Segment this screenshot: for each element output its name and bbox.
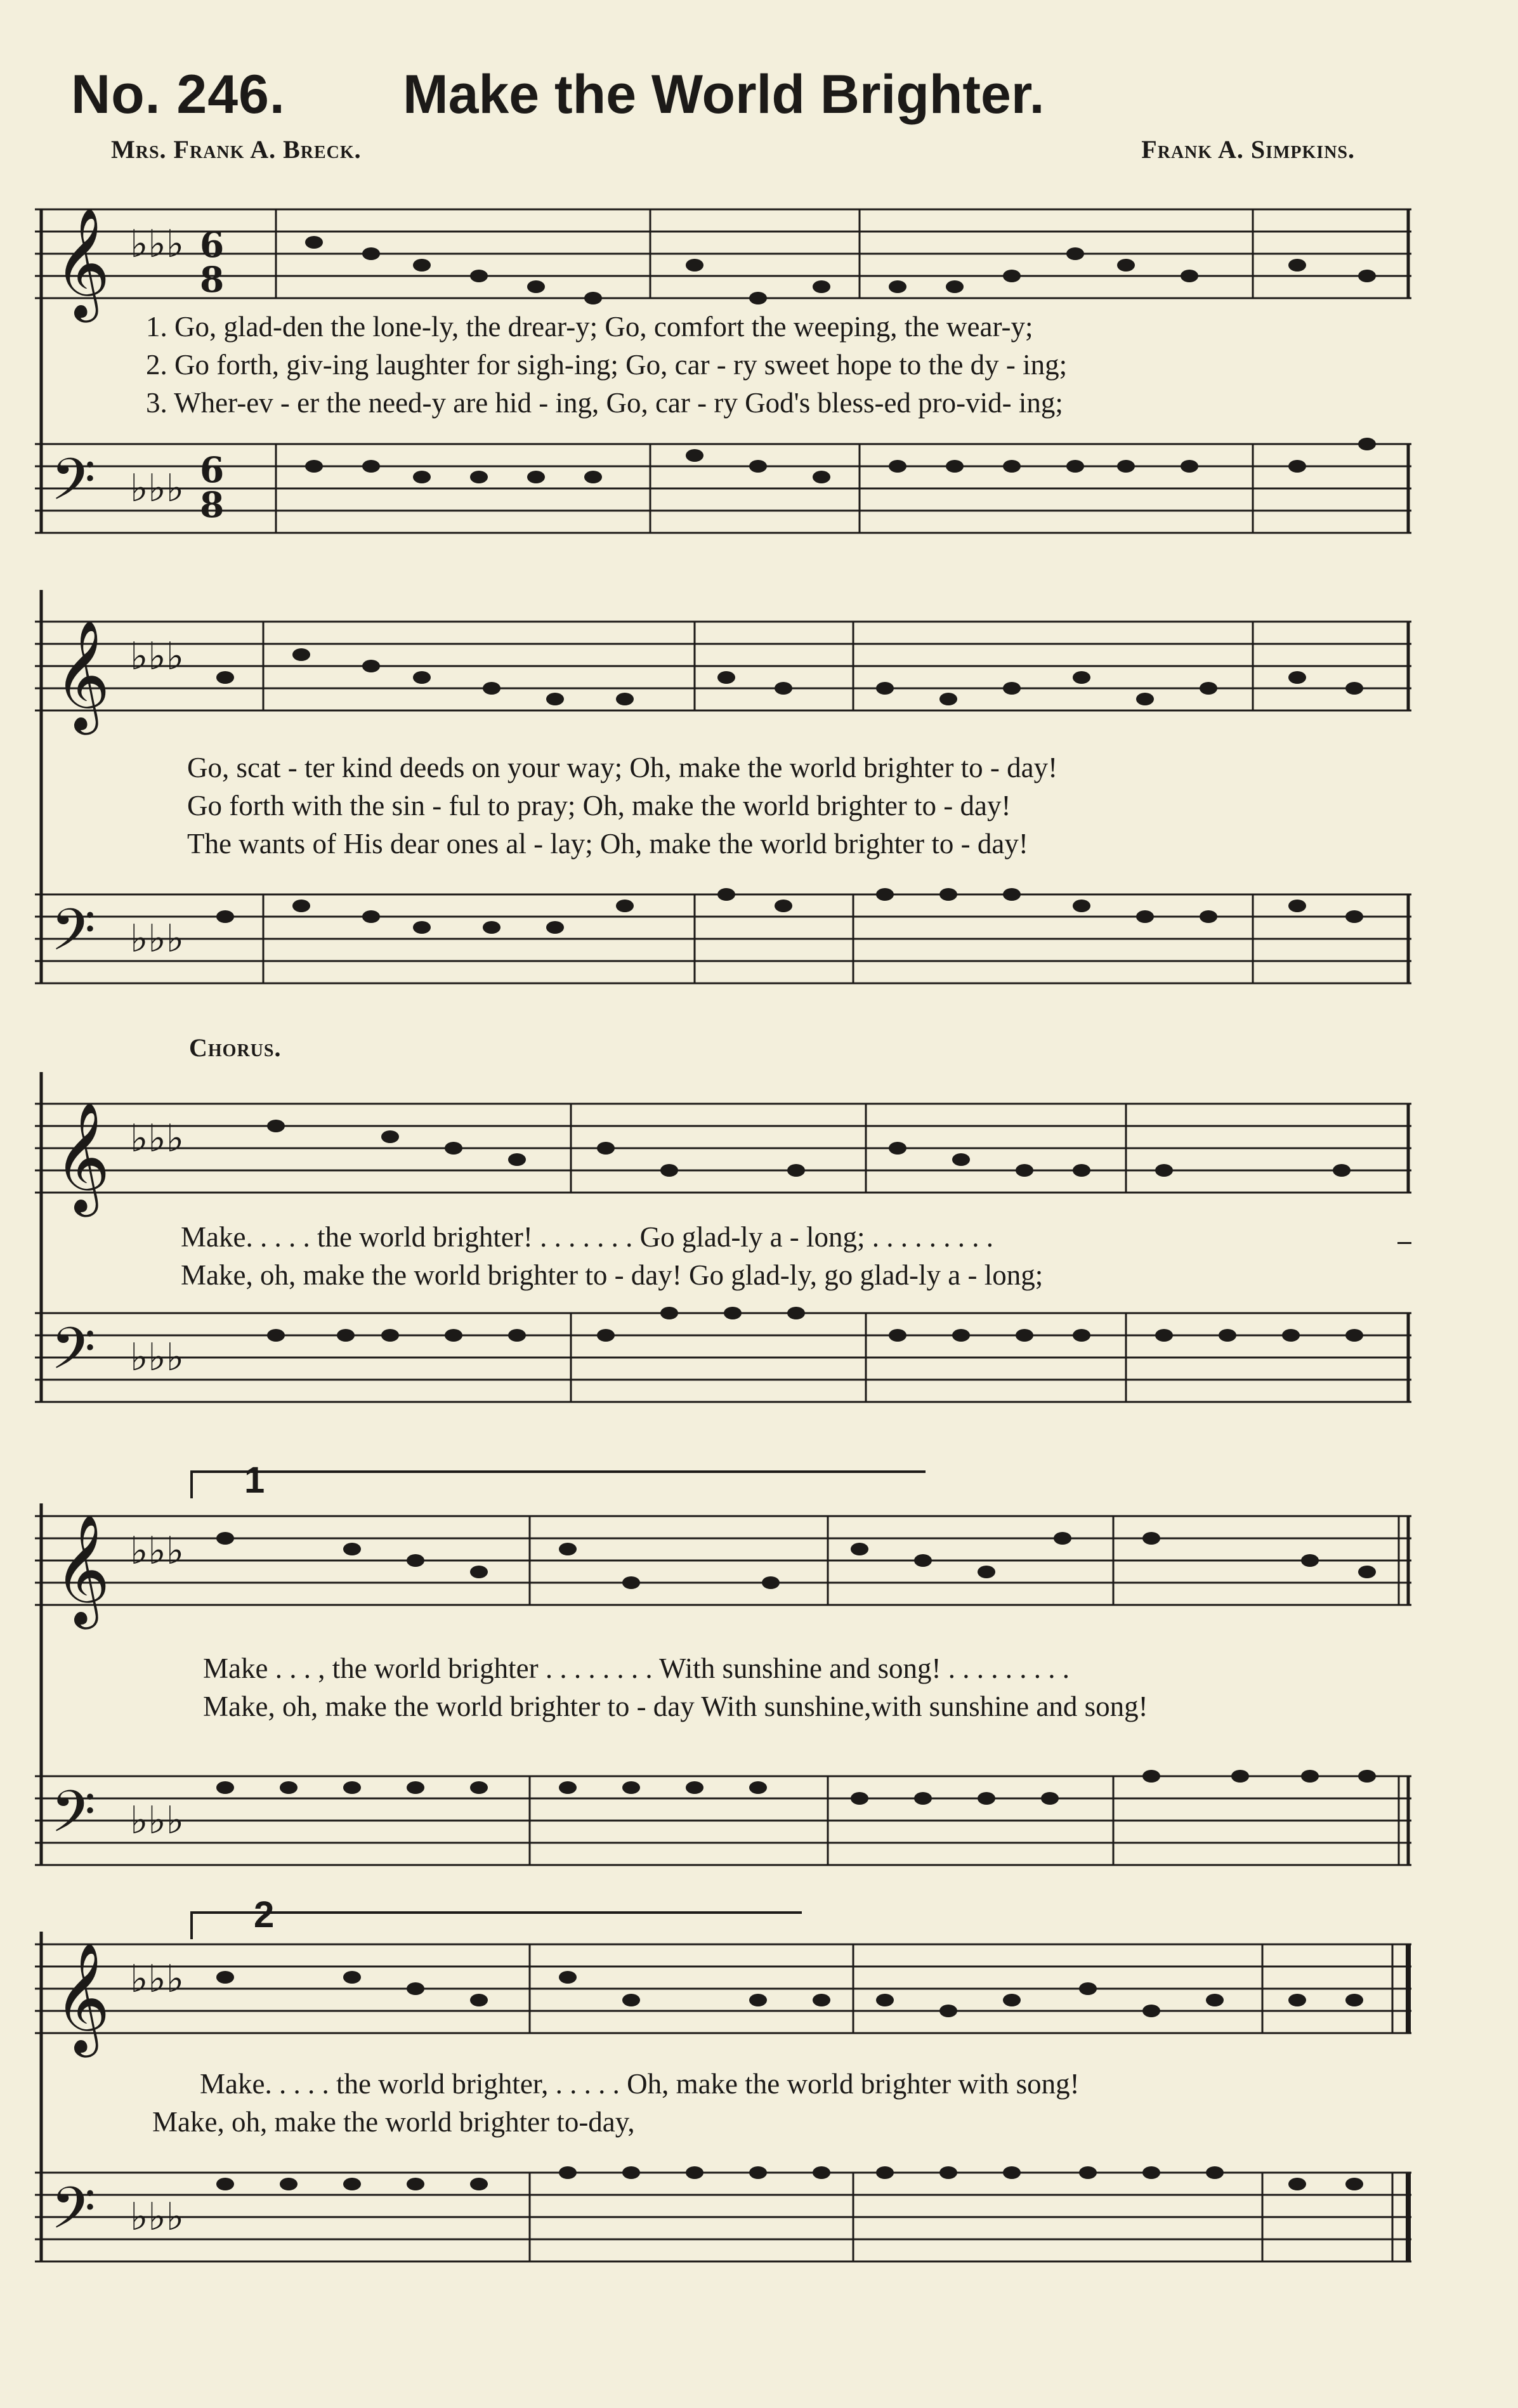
- lyric-verse-1-line-2: Go, scat - ter kind deeds on your way; Oh, make the world brighter to - day!: [187, 752, 1058, 783]
- music-system-1: [35, 178, 1411, 565]
- composer-credit: Frank A. Simpkins.: [1141, 135, 1355, 164]
- svg-text:𝄢: 𝄢: [51, 446, 96, 527]
- treble-staff-3: [35, 1091, 1411, 1212]
- chorus-lyric-melody-1: Make. . . . . the world brighter! . . . . . . . Go glad-ly a - long; . . . . . . . . .: [181, 1221, 994, 1253]
- lyric-verse-3: 3. Wher-ev - er the need-y are hid - ing, Go, car - ry God's bless-ed pro-vid- ing;: [146, 387, 1063, 419]
- treble-staff-2: [35, 609, 1411, 730]
- chorus-lyric-melody-3: Make. . . . . the world brighter, . . . . . Oh, make the world brighter with song!: [200, 2068, 1080, 2100]
- svg-text:♭♭♭: ♭♭♭: [130, 222, 184, 266]
- music-system-5: [35, 1894, 1411, 2287]
- lyric-verse-2-line-2: Go forth with the sin - ful to pray; Oh, make the world brighter to - day!: [187, 790, 1011, 821]
- hymn-title: Make the World Brighter.: [403, 64, 1045, 125]
- svg-text:𝄞: 𝄞: [54, 207, 110, 318]
- svg-text:𝄢: 𝄢: [51, 1778, 96, 1859]
- lyric-verse-1: 1. Go, glad-den the lone-ly, the drear-y; Go, comfort the weeping, the wear-y;: [146, 311, 1033, 343]
- bass-staff-4: [35, 1763, 1411, 1884]
- chorus-lyric-response-3: Make, oh, make the world brighter to-day,: [152, 2106, 635, 2138]
- first-ending-number: 1: [244, 1460, 265, 1501]
- svg-text:𝄢: 𝄢: [51, 2175, 96, 2256]
- bass-staff-5: [35, 2160, 1411, 2280]
- chorus-lyrics-line-3: [152, 2065, 1080, 2141]
- chorus-lyric-response-1: Make, oh, make the world brighter to - day! Go glad-ly, go glad-ly a - long;: [181, 1259, 1044, 1291]
- chorus-label: Chorus.: [189, 1033, 282, 1062]
- svg-text:6: 6: [200, 224, 225, 265]
- music-system-3: [35, 1072, 1411, 1453]
- chorus-lyrics-line-1: [181, 1218, 1043, 1294]
- svg-text:♭♭♭: ♭♭♭: [130, 1957, 184, 2001]
- svg-text:♭♭♭: ♭♭♭: [130, 2195, 184, 2239]
- svg-text:𝄞: 𝄞: [54, 1102, 110, 1212]
- svg-text:𝄞: 𝄞: [54, 620, 110, 730]
- hymn-header: [0, 0, 1518, 165]
- svg-text:6: 6: [200, 449, 225, 490]
- svg-text:♭♭♭: ♭♭♭: [130, 466, 184, 511]
- verse-lyrics-line-1: [146, 308, 1067, 422]
- svg-text:𝄢: 𝄢: [51, 1315, 96, 1396]
- verse-lyrics-line-2: [187, 749, 1057, 863]
- dash-mark: [1397, 1242, 1411, 1244]
- svg-text:♭♭♭: ♭♭♭: [130, 1529, 184, 1573]
- svg-text:𝄞: 𝄞: [54, 1514, 110, 1625]
- treble-staff-4: [35, 1503, 1411, 1624]
- svg-text:♭♭♭: ♭♭♭: [130, 1335, 184, 1380]
- lyric-verse-3-line-2: The wants of His dear ones al - lay; Oh, make the world brighter to - day!: [187, 828, 1028, 860]
- svg-text:♭♭♭: ♭♭♭: [130, 1116, 184, 1161]
- chorus-lyric-response-2: Make, oh, make the world brighter to - day With sunshine,with sunshine and song!: [203, 1691, 1148, 1722]
- svg-text:𝄞: 𝄞: [54, 1942, 110, 2053]
- svg-text:8: 8: [200, 484, 225, 525]
- svg-text:♭♭♭: ♭♭♭: [130, 917, 184, 961]
- bass-staff-2: [35, 882, 1411, 1002]
- svg-text:8: 8: [200, 259, 225, 300]
- hymn-number: No. 246.: [71, 64, 285, 125]
- music-system-2: [35, 590, 1411, 1002]
- lyricist-credit: Mrs. Frank A. Breck.: [111, 135, 362, 164]
- first-ending-bracket: [190, 1470, 926, 1498]
- bass-staff-3: [35, 1300, 1411, 1421]
- second-ending-number: 2: [254, 1894, 275, 1935]
- bass-staff-1: [35, 431, 1411, 552]
- music-system-4: [35, 1459, 1411, 1871]
- treble-staff-1: [35, 197, 1411, 317]
- lyric-verse-2: 2. Go forth, giv-ing laughter for sigh-ing; Go, car - ry sweet hope to the dy - ing;: [146, 349, 1068, 381]
- treble-staff-5: [35, 1932, 1411, 2052]
- chorus-lyric-melody-2: Make . . . , the world brighter . . . . . . . . With sunshine and song! . . . . . . . . .: [203, 1652, 1070, 1684]
- svg-text:♭♭♭: ♭♭♭: [130, 634, 184, 679]
- svg-text:𝄢: 𝄢: [51, 896, 96, 978]
- chorus-lyrics-line-2: [203, 1649, 1148, 1725]
- svg-text:♭♭♭: ♭♭♭: [130, 1798, 184, 1843]
